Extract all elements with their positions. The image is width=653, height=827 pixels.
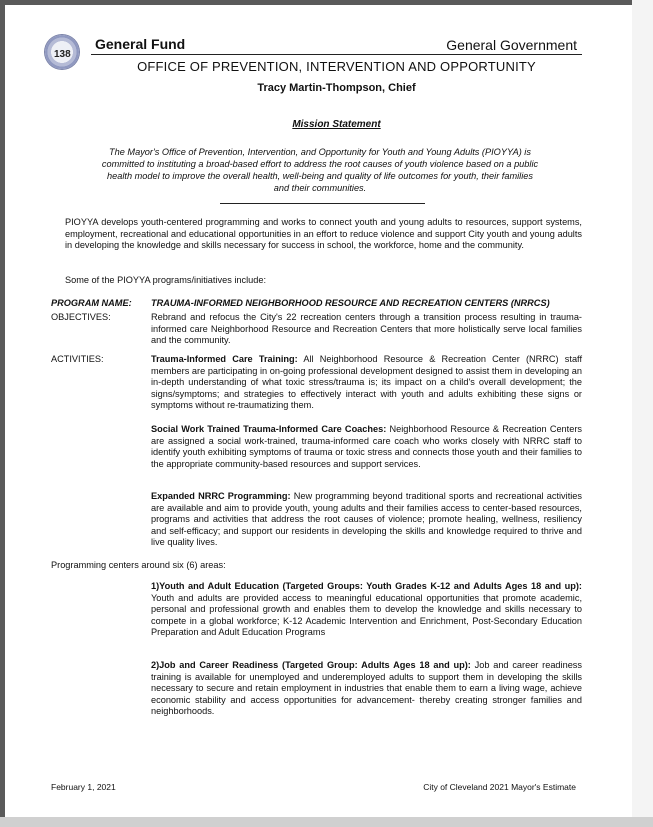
activity-text: New programming beyond traditional sports and recreational activities are available and aim to provide youth, young adults and their families access to center-based resources, programs and activities that address the root causes of violence; promote healing, wellness, resiliency and self-efficacy; and support our residents in developing the skills and knowledge required to thrive and live quality lives. (151, 491, 582, 547)
centers-intro: Programming centers around six (6) areas: (51, 560, 226, 570)
activity-item (151, 354, 582, 412)
activity-item (151, 424, 582, 470)
objectives-text: Rebrand and refocus the City's 22 recreation centers through a transition process resulting in trauma-informed care Neighborhood Resource and Recreation Centers that more holistically serve local families and the community. (151, 312, 582, 345)
category-title: General Government (446, 37, 577, 53)
program-name-label: PROGRAM NAME: (51, 298, 132, 308)
mission-title: Mission Statement (292, 119, 381, 130)
activity-item (151, 491, 582, 549)
mission-divider (220, 203, 425, 204)
footer-date: February 1, 2021 (51, 782, 116, 792)
office-title: OFFICE OF PREVENTION, INTERVENTION AND OPPORTUNITY (137, 59, 536, 74)
activity-title: Expanded NRRC Programming: (151, 491, 291, 501)
area-title: 1)Youth and Adult Education (Targeted Groups: Youth Grades K-12 and Adults Ages 18 and up): (151, 581, 582, 591)
next-page-edge (0, 817, 653, 827)
page-number: 138 (54, 49, 71, 60)
activity-title: Social Work Trained Trauma-Informed Care Coaches: (151, 424, 387, 434)
area-item (151, 660, 582, 718)
mission-text: The Mayor's Office of Prevention, Intervention, and Opportunity for Youth and Young Adults (PIOYYA) is committed to instituting a broad-based effort to address the root causes of youth violence based on a public health model to improve the overall health, well-being and quality of life outcomes for youth, their families and their communities. (101, 147, 539, 193)
intro-paragraph: PIOYYA develops youth-centered programming and works to connect youth and young adults to resources, support systems, employment, recreational and educational opportunities in an effort to reduce violence and support City youth and young adults in developing the knowledge and skills necessary for success in school, the workforce, home and the community. (65, 217, 582, 250)
area-text: Job and career readiness training is available for unemployed and underemployed adults to support them in developing the skills necessary to secure and retain employment in industries that enable them to earn a living wage, achieve economic stability and access opportunities for advancement- thereby creating stronger families and neighborhoods. (151, 660, 582, 716)
footer-source: City of Cleveland 2021 Mayor's Estimate (423, 782, 576, 792)
activity-text: All Neighborhood Resource & Recreation Center (NRRC) staff members are participating in on-going professional development designed to assist them in developing an in-depth understanding of what toxic stress/trauma is; its impact on a child's overall development; the signs/symptoms; and strategies to effectively interact with youth and adults exhibiting these signs or symptoms without re-traumatizing them. (151, 354, 583, 410)
area-text: Youth and adults are provided access to meaningful educational opportunities that promote academic, personal and professional growth and enables them to develop the knowledge and skills necessary to compete in a global workforce; K-12 Academic Intervention and Enrichment, Post-Secondary Education Preparation and Adult Education Programs (151, 592, 582, 637)
area-title: 2)Job and Career Readiness (Targeted Group: Adults Ages 18 and up): (151, 660, 471, 670)
programs-intro: Some of the PIOYYA programs/initiatives include: (65, 275, 267, 285)
activities-label: ACTIVITIES: (51, 354, 104, 364)
program-name: TRAUMA-INFORMED NEIGHBORHOOD RESOURCE AND RECREATION CENTERS (NRRCS) (151, 298, 550, 308)
viewer-scrollbar[interactable] (632, 0, 653, 827)
activity-title: Trauma-Informed Care Training: (151, 354, 298, 364)
area-item (151, 581, 582, 639)
header-divider (91, 54, 582, 55)
fund-title: General Fund (95, 36, 186, 52)
objectives-label: OBJECTIVES: (51, 312, 111, 322)
chief-name: Tracy Martin-Thompson, Chief (257, 82, 416, 94)
document-page (5, 5, 632, 817)
activity-text: Neighborhood Resource & Recreation Centers are assigned a social work-trained, trauma-informed care coach who works closely with NRRC staff to identify youth exhibiting symptoms of trauma or toxic stress and connects those youth and their families to the appropriate community-based resources and support services. (151, 424, 582, 469)
